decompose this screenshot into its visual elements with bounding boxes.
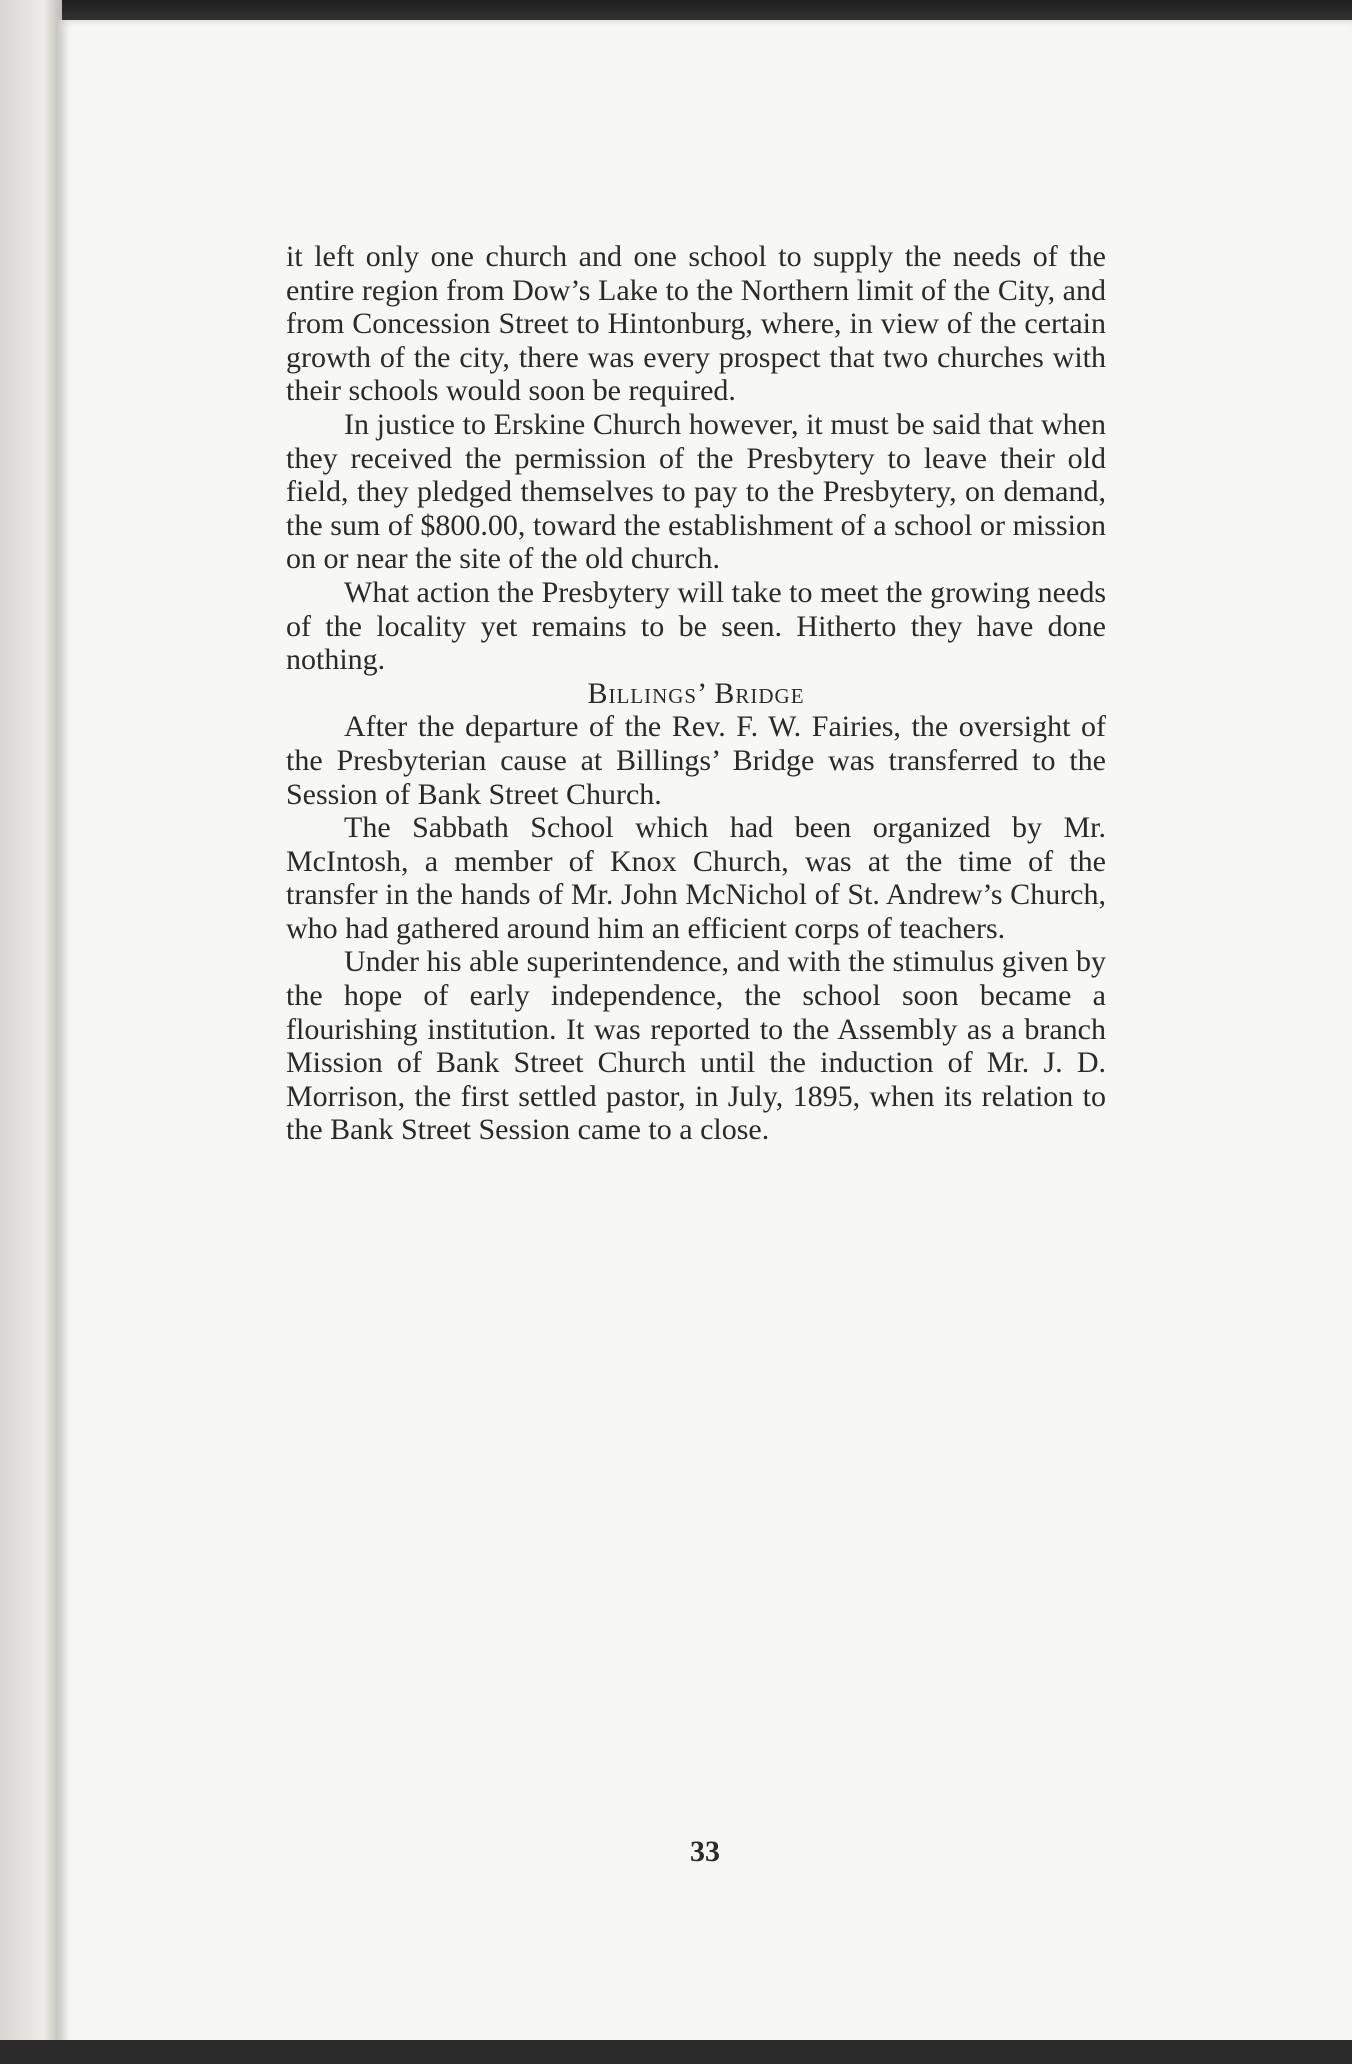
page-number: 33 — [690, 1835, 720, 1868]
paragraph-continuation: it left only one church and one school to supply the needs of the entire region from Dow’s Lake to the Northern limit of the City, and from Concession Street to Hintonburg, where, in view of the certain growth of the city, there was every prospect that two churches with their schools would soon be required. — [286, 240, 1106, 408]
book-page — [58, 20, 1352, 2050]
paragraph-erskine-church: In justice to Erskine Church however, it must be said that when they received the permission of the Presbytery to leave their old field, they pledged themselves to pay to the Presbytery, on demand, the sum of $800.00, toward the establishment of a school or mission on or near the site of the old church. — [286, 407, 1106, 576]
scan-border-bottom — [0, 2040, 1352, 2064]
left-page-edge — [0, 0, 62, 2064]
paragraph-superintendence: Under his able superintendence, and with the stimulus given by the hope of early independence, the school soon became a flourishing institution. It was reported to the Assembly as a branch Mission of Bank Street Church until the induction of Mr. J. D. Morrison, the first settled pastor, in July, 1895, when its relation to the Bank Street Session came to a close. — [286, 945, 1106, 1147]
paragraph-departure: After the departure of the Rev. F. W. Fairies, the oversight of the Presbyterian cause at Billings’ Bridge was transferred to the Session of Bank Street Church. — [286, 710, 1106, 811]
paragraph-presbytery-action: What action the Presbytery will take to meet the growing needs of the locality yet remains to be seen. Hitherto they have done nothing. — [286, 575, 1106, 677]
paragraph-sabbath-school: The Sabbath School which had been organized by Mr. McIntosh, a member of Knox Church, was at the time of the transfer in the hands of Mr. John McNichol of St. Andrew’s Church, who had gathered around him an efficient corps of teachers. — [286, 811, 1106, 945]
section-heading: Billings’ Bridge — [587, 676, 805, 710]
page-body — [286, 240, 1106, 1147]
